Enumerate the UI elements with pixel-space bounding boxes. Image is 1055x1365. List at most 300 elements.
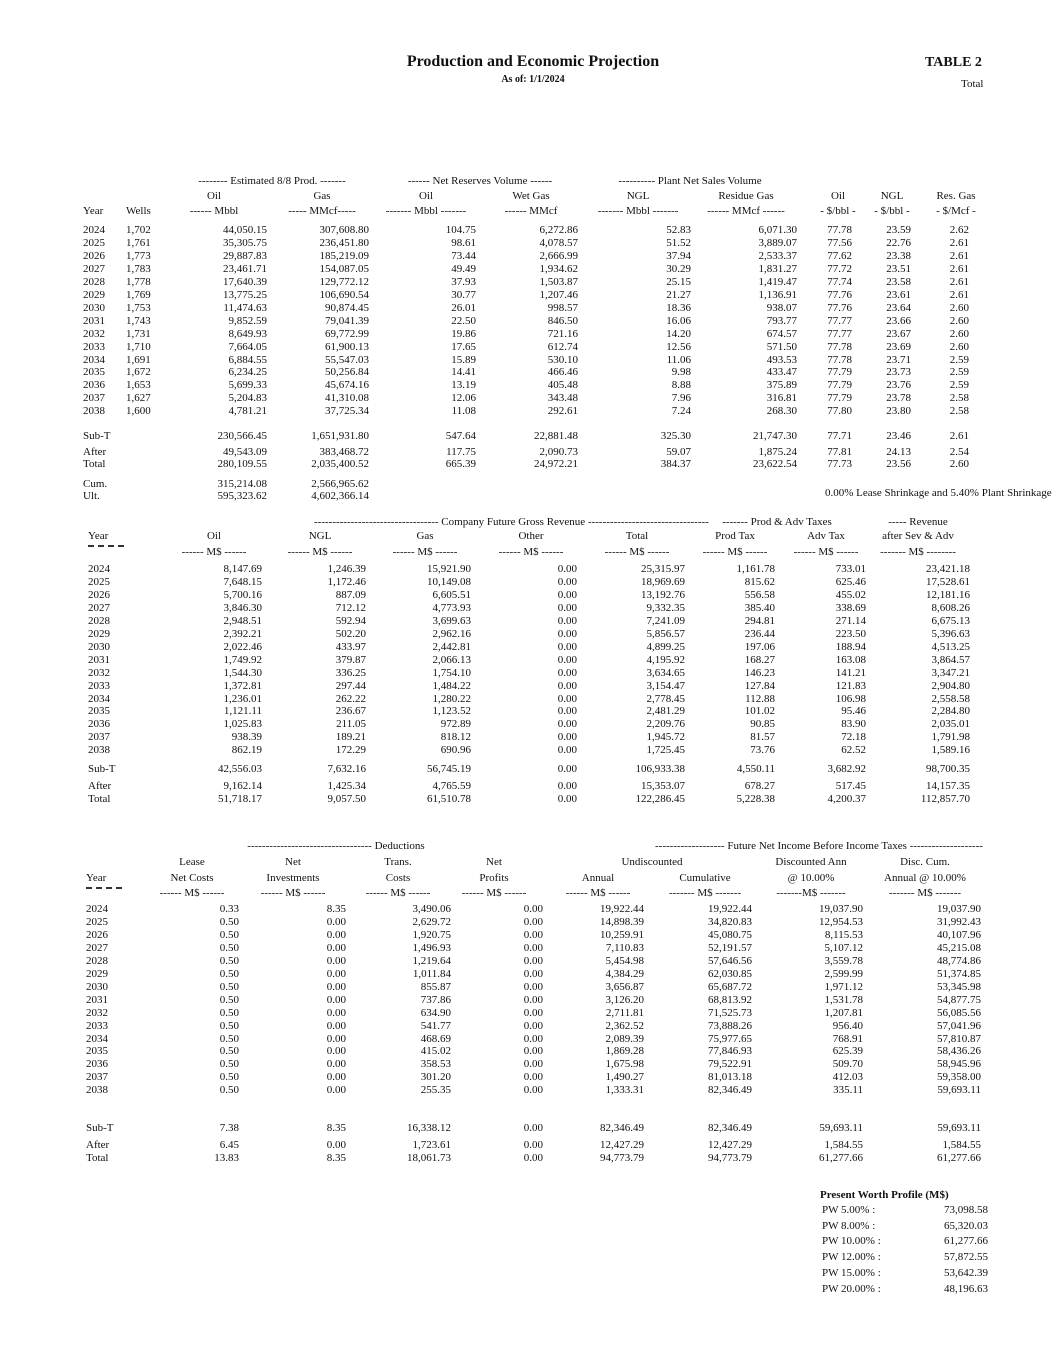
- table-row-cell: 0.00: [523, 1058, 543, 1071]
- total-row-cell: 112,857.70: [920, 793, 970, 805]
- table-row-cell: 0.00: [523, 915, 543, 928]
- group-header: ---------- Plant Net Sales Volume: [618, 175, 762, 187]
- table-row-cell: 45,215.08: [937, 941, 981, 954]
- table-row-cell: 2038: [86, 1084, 108, 1097]
- table-row-cell: 2035: [83, 366, 105, 379]
- table-row-cell: 1,280.22: [432, 692, 471, 705]
- table-row-cell: 51.52: [666, 236, 691, 249]
- table-row-cell: 2,904.80: [931, 679, 970, 692]
- table-row-cell: 294.81: [744, 614, 775, 627]
- table-row-cell: 1,702: [126, 224, 151, 236]
- table-row-cell: 2025: [83, 236, 105, 249]
- table-row-cell: 23.38: [886, 249, 911, 262]
- subtotal-row-cell: 82,346.49: [708, 1122, 752, 1134]
- cumulative-row-cell: Cum.: [83, 478, 108, 490]
- after-row-cell: 2,090.73: [539, 446, 578, 458]
- table-row-cell: 18,969.69: [641, 575, 685, 588]
- table-row-cell: 712.12: [335, 601, 366, 614]
- table-row-cell: 1,743: [126, 314, 151, 327]
- table-row-cell: 57,646.56: [708, 954, 752, 967]
- table-row-cell: 1,791.98: [931, 731, 970, 744]
- table-row-cell: 62,030.85: [708, 967, 752, 980]
- after-row-cell: 1,723.61: [412, 1139, 451, 1151]
- column-units: ------ Mbbl: [189, 205, 239, 217]
- ultimate-row-cell: 4,602,366.14: [311, 490, 369, 502]
- column-units: Wells: [126, 205, 151, 217]
- group-header: -------- Estimated 8/8 Prod. -------: [198, 175, 346, 187]
- table-row-cell: 855.87: [420, 980, 451, 993]
- table-row-cell: 2031: [83, 314, 105, 327]
- table-row-cell: 297.44: [335, 679, 366, 692]
- table-row-cell: 1,869.28: [605, 1045, 644, 1058]
- table-row-cell: 41,310.08: [325, 392, 369, 405]
- table-row-cell: 106.98: [835, 692, 866, 705]
- subtotal-row-cell: 7.38: [219, 1122, 239, 1134]
- table-row-cell: 0.50: [219, 980, 239, 993]
- table-row-cell: 1,207.81: [824, 1006, 863, 1019]
- subtotal-row-cell: 59,693.11: [937, 1122, 981, 1134]
- table-row-cell: 77.78: [827, 353, 852, 366]
- table-row-cell: 77.79: [827, 392, 852, 405]
- table-row-cell: 0.00: [326, 915, 346, 928]
- table-row-cell: 51,374.85: [937, 967, 981, 980]
- column-units: ------ MMcf: [504, 205, 558, 217]
- table-row-cell: 77.78: [827, 340, 852, 353]
- after-row-cell: 49,543.09: [223, 446, 267, 458]
- column-units: ------ M$ ------: [793, 546, 859, 558]
- total-row-cell: 94,773.79: [600, 1152, 644, 1164]
- table-row-cell: 571.50: [766, 340, 797, 353]
- table-row-cell: 1,831.27: [758, 262, 797, 275]
- table-row-cell: 104.75: [445, 224, 476, 236]
- table-row-cell: 6,884.55: [228, 353, 267, 366]
- table-row-cell: 2.60: [949, 327, 969, 340]
- table-row-cell: 1,490.27: [605, 1071, 644, 1084]
- table-row-cell: 1,121.11: [223, 705, 262, 718]
- table-row-cell: 23.59: [886, 224, 911, 236]
- table-row-cell: 335.11: [833, 1084, 863, 1097]
- subtotal-row-cell: 3,682.92: [827, 763, 866, 775]
- table-row-cell: 5,700.16: [223, 588, 262, 601]
- subtotal-row-cell: 8.35: [326, 1122, 346, 1134]
- table-row-cell: 2.62: [949, 224, 969, 236]
- subtotal-row-cell: 59,693.11: [819, 1122, 863, 1134]
- table-row-cell: 58,436.26: [937, 1045, 981, 1058]
- table-row-cell: 6,234.25: [228, 366, 267, 379]
- group-header: ----- Revenue: [888, 516, 948, 528]
- column-header: Discounted Ann: [775, 856, 847, 868]
- table-row-cell: 768.91: [832, 1032, 863, 1045]
- table-row-cell: 343.48: [547, 392, 578, 405]
- table-row-cell: 2,022.46: [223, 640, 262, 653]
- shrinkage-note: 0.00% Lease Shrinkage and 5.40% Plant Shrinkage: [825, 487, 1052, 499]
- table-row-cell: 0.00: [326, 993, 346, 1006]
- table-row-cell: 23.73: [886, 366, 911, 379]
- table-row-cell: 0.50: [219, 1058, 239, 1071]
- table-row-cell: 0.50: [219, 1071, 239, 1084]
- table-row-cell: 2,362.52: [605, 1019, 644, 1032]
- column-units: ------- Mbbl -------: [385, 205, 467, 217]
- table-row-cell: 10,259.91: [600, 928, 644, 941]
- total-row-cell: 61,277.66: [937, 1152, 981, 1164]
- table-row-cell: 77.74: [827, 275, 852, 288]
- table-row-cell: 0.50: [219, 1084, 239, 1097]
- table-row-cell: 25.15: [666, 275, 691, 288]
- table-row-cell: 141.21: [835, 666, 866, 679]
- table-row-cell: 22.76: [886, 236, 911, 249]
- column-units: ------ M$ ------: [461, 887, 527, 899]
- table-row-cell: 2024: [86, 903, 108, 915]
- column-header: Adv Tax: [807, 530, 845, 542]
- total-row-cell: 9,057.50: [327, 793, 366, 805]
- column-units: ------- Mbbl -------: [597, 205, 679, 217]
- pw-rate-label: PW 20.00% :: [822, 1282, 881, 1295]
- subtotal-row-cell: 23.46: [886, 430, 911, 442]
- table-row-cell: 2.61: [949, 288, 969, 301]
- after-row-cell: 1,425.34: [327, 780, 366, 792]
- table-row-cell: 57,041.96: [937, 1019, 981, 1032]
- table-row-cell: 1,011.84: [412, 967, 451, 980]
- table-row-cell: 8,608.26: [931, 601, 970, 614]
- table-row-cell: 154,087.05: [319, 262, 369, 275]
- table-row-cell: 17,528.61: [926, 575, 970, 588]
- table-row-cell: 1,496.93: [412, 941, 451, 954]
- table-row-cell: 493.53: [766, 353, 797, 366]
- table-row-cell: 2025: [86, 915, 108, 928]
- table-row-cell: 55,547.03: [325, 353, 369, 366]
- table-row-cell: 3,634.65: [646, 666, 685, 679]
- year-underline: [88, 545, 124, 547]
- table-row-cell: 2.61: [949, 249, 969, 262]
- table-row-cell: 37.93: [451, 275, 476, 288]
- table-row-cell: 0.00: [326, 967, 346, 980]
- table-row-cell: 22.50: [451, 314, 476, 327]
- table-row-cell: 4,384.29: [605, 967, 644, 980]
- table-row-cell: 0.50: [219, 1032, 239, 1045]
- table-row-cell: 7,110.83: [605, 941, 644, 954]
- table-row-cell: 301.20: [420, 1071, 451, 1084]
- table-row-cell: 0.00: [557, 692, 577, 705]
- table-row-cell: 1,627: [126, 392, 151, 405]
- total-row-cell: 51,718.17: [218, 793, 262, 805]
- column-units: ------ MMcf ------: [707, 205, 785, 217]
- table-row-cell: 0.00: [523, 1071, 543, 1084]
- as-of-date: As of: 1/1/2024: [501, 74, 565, 85]
- column-header: Annual: [581, 872, 615, 884]
- table-row-cell: 0.00: [557, 653, 577, 666]
- column-units: - $/bbl -: [874, 205, 910, 217]
- column-header: NGL: [308, 530, 332, 542]
- column-units: ------ M$ ------: [260, 887, 326, 899]
- table-row-cell: 2,948.51: [223, 614, 262, 627]
- table-row-cell: 2028: [86, 954, 108, 967]
- table-row-cell: 7.24: [671, 405, 691, 418]
- table-row-cell: 23.58: [886, 275, 911, 288]
- table-row-cell: 2,666.99: [539, 249, 578, 262]
- table-row-cell: 0.00: [523, 1032, 543, 1045]
- table-row-cell: 4,078.57: [539, 236, 578, 249]
- table-row-cell: 2027: [83, 262, 105, 275]
- table-row-cell: 15,921.90: [427, 563, 471, 575]
- table-row-cell: 2,962.16: [432, 627, 471, 640]
- table-row-cell: 2,711.81: [605, 1006, 644, 1019]
- table-row-cell: 1,778: [126, 275, 151, 288]
- column-units: ------ M$ ------: [498, 546, 564, 558]
- table-row-cell: 2030: [83, 301, 105, 314]
- column-header: Disc. Cum.: [900, 856, 950, 868]
- after-row-cell: 383,468.72: [319, 446, 369, 458]
- table-row-cell: 37.94: [666, 249, 691, 262]
- column-header: Net: [486, 856, 502, 868]
- table-row-cell: 17,640.39: [223, 275, 267, 288]
- table-row-cell: 0.00: [326, 941, 346, 954]
- total-row-cell: 61,510.78: [427, 793, 471, 805]
- table-row-cell: 0.50: [219, 993, 239, 1006]
- table-row-cell: 2029: [86, 967, 108, 980]
- table-row-cell: 2,481.29: [646, 705, 685, 718]
- subtotal-row-cell: 77.71: [827, 430, 852, 442]
- column-units: ------ M$ ------: [159, 887, 225, 899]
- table-row-cell: 292.61: [547, 405, 578, 418]
- table-row-cell: 338.69: [835, 601, 866, 614]
- table-row-cell: 223.50: [835, 627, 866, 640]
- pw-rate-label: PW 15.00% :: [822, 1266, 881, 1279]
- table-row-cell: 45,080.75: [708, 928, 752, 941]
- table-row-cell: 4,781.21: [228, 405, 267, 418]
- total-row-cell: 94,773.79: [708, 1152, 752, 1164]
- column-header: Year: [86, 872, 107, 884]
- table-row-cell: 1,971.12: [824, 980, 863, 993]
- table-row-cell: 0.00: [523, 967, 543, 980]
- table-row-cell: 556.58: [744, 588, 775, 601]
- table-row-cell: 23.64: [886, 301, 911, 314]
- total-row-cell: 384.37: [660, 458, 691, 470]
- table-row-cell: 2,778.45: [646, 692, 685, 705]
- table-row-cell: 3,846.30: [223, 601, 262, 614]
- table-row-cell: 2,066.13: [432, 653, 471, 666]
- table-row-cell: 2.61: [949, 262, 969, 275]
- column-header: Oil: [206, 530, 222, 542]
- table-row-cell: 7,241.09: [646, 614, 685, 627]
- after-row-cell: 1,584.55: [824, 1139, 863, 1151]
- table-row-cell: 0.00: [523, 993, 543, 1006]
- group-header: ------ Net Reserves Volume ------: [407, 175, 553, 187]
- year-underline: [86, 887, 122, 889]
- table-row-cell: 0.00: [557, 588, 577, 601]
- table-row-cell: 73.76: [750, 744, 775, 757]
- table-row-cell: 23,461.71: [223, 262, 267, 275]
- table-row-cell: 2033: [88, 679, 110, 692]
- table-row-cell: 336.25: [335, 666, 366, 679]
- table-row-cell: 1,219.64: [412, 954, 451, 967]
- table-row-cell: 13.19: [451, 379, 476, 392]
- column-header: Cumulative: [679, 872, 731, 884]
- table-row-cell: 0.00: [557, 575, 577, 588]
- table-row-cell: 4,195.92: [646, 653, 685, 666]
- table-row-cell: 0.00: [557, 614, 577, 627]
- table-row-cell: 23.78: [886, 392, 911, 405]
- table-row-cell: 90,874.45: [325, 301, 369, 314]
- table-row-cell: 6,071.30: [758, 224, 797, 236]
- table-row-cell: 58,945.96: [937, 1058, 981, 1071]
- table-row-cell: 21.27: [666, 288, 691, 301]
- table-row-cell: 83.90: [841, 718, 866, 731]
- table-row-cell: 2038: [88, 744, 110, 757]
- table-row-cell: 2,089.39: [605, 1032, 644, 1045]
- group-header: ---------------------------------- Deductions: [247, 840, 425, 852]
- column-header: Trans.: [384, 856, 412, 868]
- table-row-cell: 17.65: [451, 340, 476, 353]
- table-row-cell: 163.08: [835, 653, 866, 666]
- table-row-cell: 188.94: [835, 640, 866, 653]
- column-header: Oil: [418, 190, 434, 202]
- table-row-cell: 2.60: [949, 314, 969, 327]
- column-units: ------ M$ ------: [392, 546, 458, 558]
- group-header: ---------------------------------- Company Future Gross Revenue ---------------------------------: [314, 516, 709, 528]
- table-row-cell: 1,761: [126, 236, 151, 249]
- table-row-cell: 81,013.18: [708, 1071, 752, 1084]
- table-row-cell: 3,559.78: [824, 954, 863, 967]
- column-header: Gas: [313, 190, 331, 202]
- table-row-cell: 2029: [83, 288, 105, 301]
- table-row-cell: 0.00: [557, 718, 577, 731]
- table-row-cell: 2.58: [949, 392, 969, 405]
- column-header: Costs: [385, 872, 411, 884]
- table-row-cell: 1,675.98: [605, 1058, 644, 1071]
- column-header: Investments: [266, 872, 320, 884]
- table-row-cell: 2026: [83, 249, 105, 262]
- table-row-cell: 13,775.25: [223, 288, 267, 301]
- column-header: Year: [88, 530, 109, 542]
- after-row-cell: 117.75: [446, 446, 476, 458]
- table-row-cell: 56,085.56: [937, 1006, 981, 1019]
- total-row-cell: 24,972.21: [534, 458, 578, 470]
- table-row-cell: 69,772.99: [325, 327, 369, 340]
- table-row-cell: 2.59: [949, 366, 969, 379]
- table-row-cell: 121.83: [835, 679, 866, 692]
- column-units: - $/bbl -: [820, 205, 856, 217]
- column-units: ------ M$ ------: [181, 546, 247, 558]
- column-units: ------- M$ --------: [880, 546, 956, 558]
- table-row-cell: 185,219.09: [319, 249, 369, 262]
- table-row-cell: 2024: [83, 224, 105, 236]
- column-units: ------ M$ ------: [287, 546, 353, 558]
- column-units: ------- M$ -------: [668, 887, 742, 899]
- table-row-cell: 11.08: [451, 405, 476, 418]
- table-row-cell: 2027: [88, 601, 110, 614]
- table-row-cell: 3,154.47: [646, 679, 685, 692]
- total-row-cell: 665.39: [445, 458, 476, 470]
- table-row-cell: 197.06: [744, 640, 775, 653]
- table-row-cell: 82,346.49: [708, 1084, 752, 1097]
- table-row-cell: 8.88: [671, 379, 691, 392]
- column-header: Annual @ 10.00%: [884, 872, 966, 884]
- pw-title: Present Worth Profile (M$): [820, 1189, 949, 1201]
- table-label: TABLE 2: [925, 55, 982, 70]
- table-row-cell: 2,599.99: [824, 967, 863, 980]
- table-row-cell: 112.88: [745, 692, 775, 705]
- pw-rate-label: PW 8.00% :: [822, 1219, 876, 1232]
- table-row-cell: 2,629.72: [412, 915, 451, 928]
- after-row-cell: 0.00: [557, 780, 577, 792]
- table-row-cell: 4,899.25: [646, 640, 685, 653]
- pw-value: 65,320.03: [944, 1219, 988, 1232]
- table-row-cell: 11,474.63: [223, 301, 267, 314]
- table-row-cell: 0.00: [326, 954, 346, 967]
- table-row-cell: 262.22: [335, 692, 366, 705]
- after-row-cell: 77.81: [827, 446, 852, 458]
- after-row-cell: 0.00: [523, 1139, 543, 1151]
- table-row-cell: 2.58: [949, 405, 969, 418]
- table-row-cell: 4,513.25: [931, 640, 970, 653]
- table-row-cell: 0.00: [523, 928, 543, 941]
- table-row-cell: 77.77: [827, 327, 852, 340]
- table-row-cell: 0.00: [557, 627, 577, 640]
- subtotal-row-cell: 22,881.48: [534, 430, 578, 442]
- table-row-cell: 2.61: [949, 236, 969, 249]
- total-row-cell: 0.00: [523, 1152, 543, 1164]
- table-row-cell: 23.61: [886, 288, 911, 301]
- table-row-cell: 73,888.26: [708, 1019, 752, 1032]
- column-units: - $/Mcf -: [936, 205, 976, 217]
- table-row-cell: 75,977.65: [708, 1032, 752, 1045]
- after-row-cell: After: [86, 1139, 110, 1151]
- table-row-cell: 77.76: [827, 301, 852, 314]
- table-row-cell: 2024: [88, 563, 110, 575]
- table-row-cell: 541.77: [420, 1019, 451, 1032]
- table-row-cell: 2025: [88, 575, 110, 588]
- table-row-cell: 77.76: [827, 288, 852, 301]
- table-row-cell: 415.02: [420, 1045, 451, 1058]
- table-row-cell: 65,687.72: [708, 980, 752, 993]
- table-row-cell: 938.39: [231, 731, 262, 744]
- table-row-cell: 2037: [88, 731, 110, 744]
- table-row-cell: 612.74: [547, 340, 578, 353]
- column-units: ------ M$ ------: [565, 887, 631, 899]
- table-row-cell: 1,920.75: [412, 928, 451, 941]
- table-row-cell: 0.00: [557, 731, 577, 744]
- table-row-cell: 6,272.86: [539, 224, 578, 236]
- table-row-cell: 0.00: [523, 1084, 543, 1097]
- table-row-cell: 12,181.16: [926, 588, 970, 601]
- table-row-cell: 1,773: [126, 249, 151, 262]
- total-row-cell: 77.73: [827, 458, 852, 470]
- table-row-cell: 9.98: [671, 366, 691, 379]
- table-row-cell: 189.21: [335, 731, 366, 744]
- table-row-cell: 50,256.84: [325, 366, 369, 379]
- table-row-cell: 79,522.91: [708, 1058, 752, 1071]
- table-row-cell: 8,147.69: [223, 563, 262, 575]
- table-row-cell: 7.96: [671, 392, 691, 405]
- after-row-cell: 1,875.24: [758, 446, 797, 458]
- table-row-cell: 1,672: [126, 366, 151, 379]
- table-row-cell: 0.00: [326, 1032, 346, 1045]
- subtotal-row-cell: 42,556.03: [218, 763, 262, 775]
- after-row-cell: 678.27: [744, 780, 775, 792]
- column-header: NGL: [880, 190, 904, 202]
- column-header: Residue Gas: [718, 190, 774, 202]
- table-row-cell: 2.59: [949, 353, 969, 366]
- table-row-cell: 0.50: [219, 1019, 239, 1032]
- column-header: Prod Tax: [715, 530, 755, 542]
- after-row-cell: 15,353.07: [641, 780, 685, 792]
- table-row-cell: 77.77: [827, 314, 852, 327]
- table-row-cell: 3,656.87: [605, 980, 644, 993]
- table-row-cell: 2032: [83, 327, 105, 340]
- table-row-cell: 0.50: [219, 941, 239, 954]
- table-row-cell: 972.89: [440, 718, 471, 731]
- table-row-cell: 129,772.12: [319, 275, 369, 288]
